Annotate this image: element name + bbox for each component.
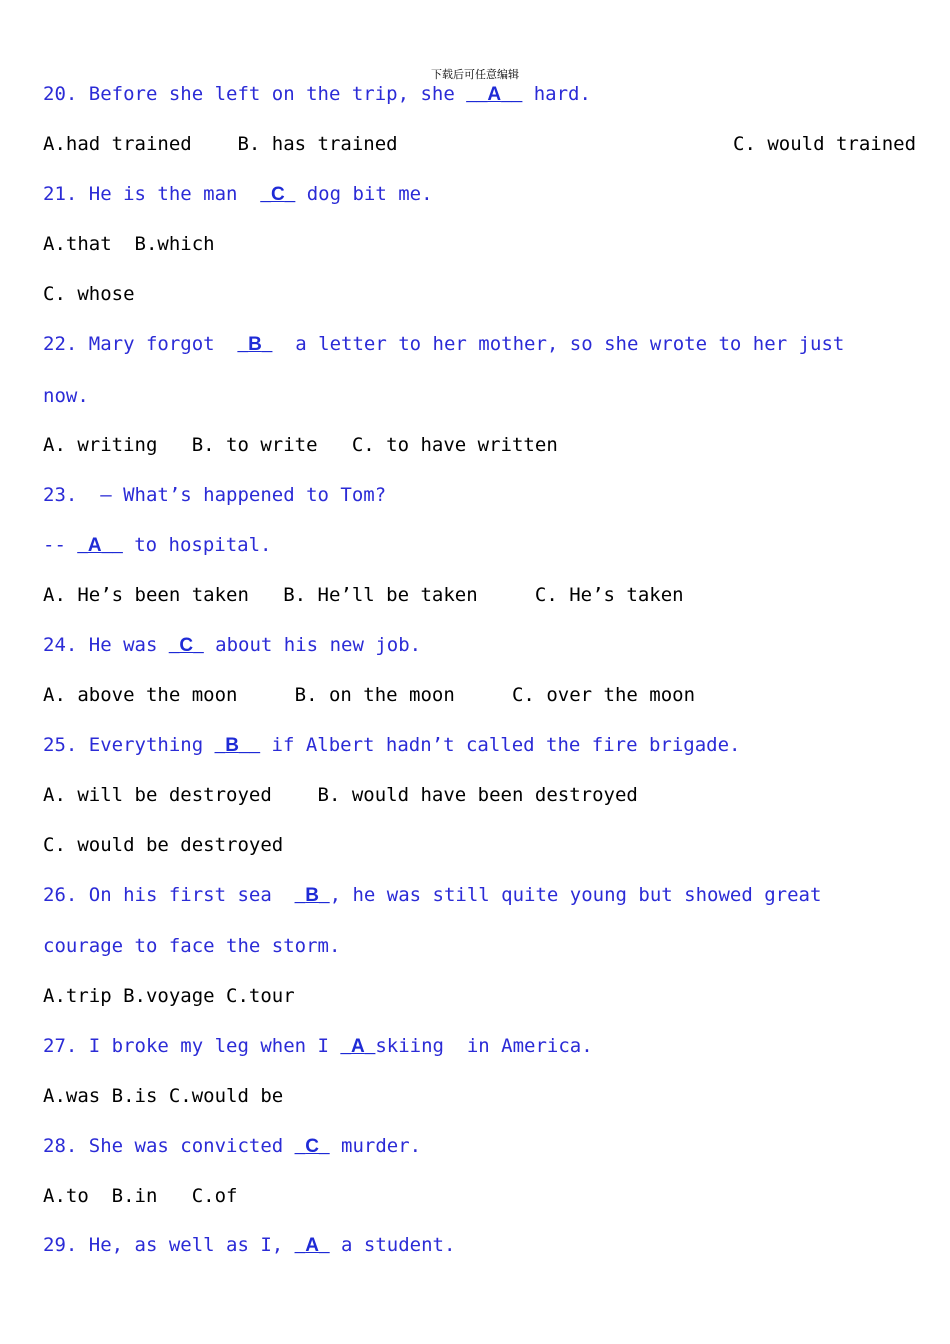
answer-23: _A__	[77, 535, 123, 556]
options-21-c: C. whose	[43, 283, 135, 305]
question-20: 20. Before she left on the trip, she __A__ hard.	[43, 83, 591, 105]
answer-24: _C_	[168, 635, 204, 656]
question-22-continued: now.	[43, 385, 89, 407]
options-28: A.to B.in C.of	[43, 1185, 238, 1207]
header-note: 下载后可任意编辑	[431, 68, 519, 81]
options-26: A.trip B.voyage C.tour	[43, 985, 295, 1007]
question-24: 24. He was _C_ about his new job.	[43, 634, 422, 656]
options-23: A. He’s been taken B. He’ll be taken C. He’s taken	[43, 584, 684, 606]
question-27: 27. I broke my leg when I _A_skiing in America.	[43, 1035, 593, 1057]
answer-22: _B_	[237, 334, 273, 355]
option-20-c: C. would trained	[733, 133, 917, 155]
options-27: A.was B.is C.would be	[43, 1085, 284, 1107]
answer-20: __A__	[466, 84, 523, 105]
question-22: 22. Mary forgot _B_ a letter to her mother, so she wrote to her just	[43, 333, 845, 355]
question-26: 26. On his first sea _B_, he was still quite young but showed great	[43, 884, 822, 906]
question-29: 29. He, as well as I, _A_ a student.	[43, 1234, 456, 1256]
options-21-ab: A.that B.which	[43, 233, 215, 255]
answer-21: _C_	[260, 184, 296, 205]
options-22: A. writing B. to write C. to have written	[43, 434, 558, 456]
question-25: 25. Everything _B__ if Albert hadn’t called the fire brigade.	[43, 734, 741, 756]
answer-27: _A_	[340, 1036, 376, 1057]
options-25-c: C. would be destroyed	[43, 834, 284, 856]
options-20: A.had trained B. has trained C. would trained	[43, 133, 917, 155]
question-21: 21. He is the man _C_ dog bit me.	[43, 183, 433, 205]
options-24: A. above the moon B. on the moon C. over the moon	[43, 684, 696, 706]
options-25-ab: A. will be destroyed B. would have been destroyed	[43, 784, 638, 806]
answer-29: _A_	[294, 1235, 330, 1256]
answer-26: _B_	[294, 885, 330, 906]
answer-28: _C_	[294, 1136, 330, 1157]
question-23: 23. – What’s happened to Tom?	[43, 484, 387, 506]
question-28: 28. She was convicted _C_ murder.	[43, 1135, 422, 1157]
question-23-reply: -- _A__ to hospital.	[43, 534, 272, 556]
answer-25: _B__	[214, 735, 261, 756]
question-26-continued: courage to face the storm.	[43, 935, 341, 957]
